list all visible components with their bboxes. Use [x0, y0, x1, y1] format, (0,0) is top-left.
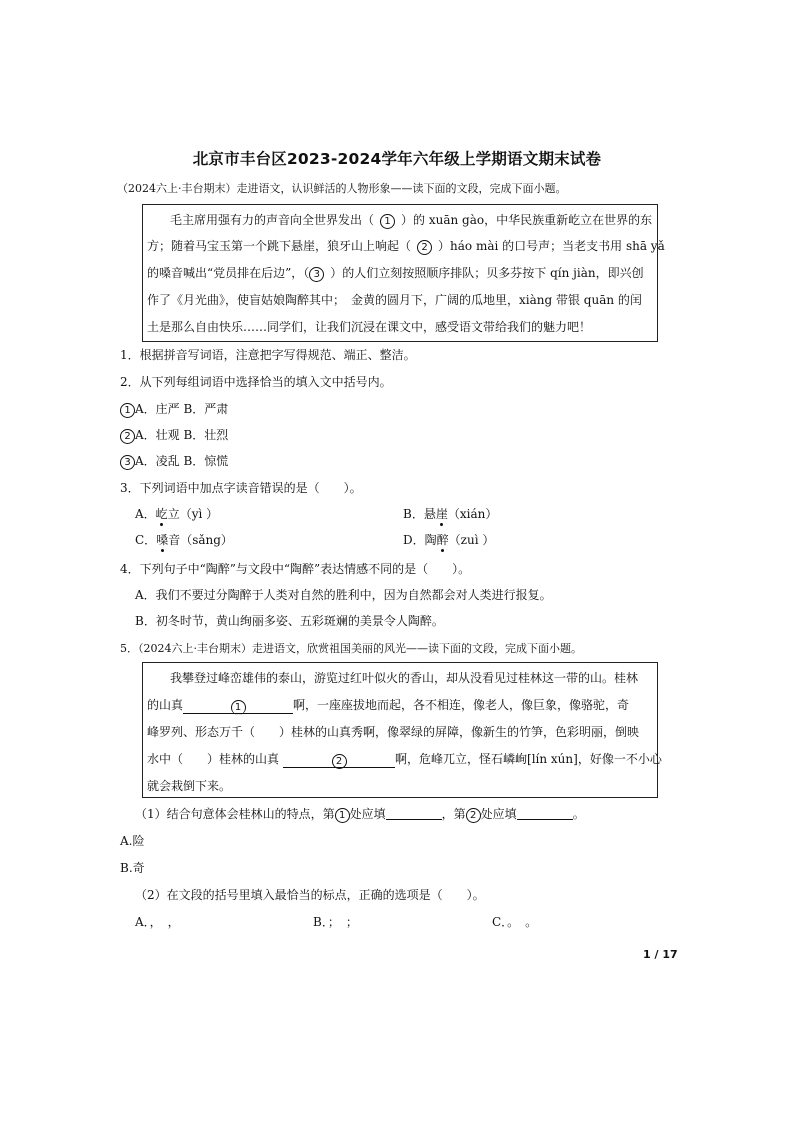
q2-option-group-2 [120, 426, 228, 444]
question-text: （1）结合句意体会桂林山的特点，第 [135, 807, 335, 821]
option-label: D． [403, 533, 425, 547]
q5-1-option-a: A.险 [120, 834, 145, 848]
passage2-text: 啊，危峰兀立，怪石嶙峋[lín xún]，好像一不小心 [395, 752, 662, 766]
circle-number: 1 [335, 808, 350, 823]
dotted-char: 屹 [155, 507, 168, 521]
passage1-line4: 作了《月光曲》，使盲姑娘陶醉其中； 金黄的圆月下，广阔的瓜地里，xiàng 带银 quān 的闰 [147, 293, 642, 307]
q4-option-b: B．初冬时节，黄山绚丽多姿、五彩斑斓的美景令人陶醉。 [135, 614, 444, 628]
circle-number: 1 [380, 214, 395, 229]
option-text: （xián） [447, 507, 498, 521]
passage1-text: ）háo mài 的口号声；当老支书用 shā yǎ [438, 239, 665, 253]
q2-option-group-1 [120, 400, 228, 418]
option-text: A．壮观 B．壮烈 [135, 428, 229, 442]
q3-option-d [403, 531, 494, 548]
passage2-line1: 我攀登过峰峦雄伟的泰山，游览过红叶似火的香山，却从没看见过桂林这一带的山。桂林 [170, 671, 639, 685]
dotted-char: 嗓 [156, 533, 169, 547]
page-title: 北京市丰台区2023-2024学年六年级上学期语文期末试卷 [192, 150, 602, 168]
question-text: ，第 [441, 807, 466, 821]
passage2-text: 的山真 [147, 698, 184, 712]
passage1-line2 [147, 237, 665, 255]
q3-option-a [135, 505, 218, 522]
option-text: 音（sǎng） [168, 533, 233, 547]
circle-number: 2 [332, 754, 347, 769]
circle-number: 2 [417, 240, 432, 255]
answer-blank-2[interactable] [283, 754, 395, 768]
circle-number: 2 [466, 808, 481, 823]
q5-2-option-c: C．。 。 [492, 915, 538, 929]
circle-number: 1 [120, 403, 135, 418]
option-label: B． [403, 507, 424, 521]
passage1-text: ）的 xuān gào，中华民族重新屹立在世界的东 [401, 213, 653, 227]
question-2: 2．从下列每组词语中选择恰当的填入文中括号内。 [120, 375, 392, 389]
passage2-text: 啊，一座座拔地而起，各不相连，像老人，像巨象，像骆驼，奇 [293, 698, 630, 712]
passage2-line5: 就会栽倒下来。 [147, 779, 232, 793]
question-text: 。 [572, 807, 585, 821]
dotted-char: 崖 [435, 507, 448, 521]
passage1-text: 方；随着马宝玉第一个跳下悬崖，狼牙山上响起（ [147, 239, 412, 253]
q2-option-group-3 [120, 452, 228, 470]
passage2-line3: 峰罗列、形态万千（ ）桂林的山真秀啊，像翠绿的屏障，像新生的竹笋，色彩明丽，倒映 [147, 725, 640, 739]
circle-number: 2 [120, 429, 135, 444]
option-text: 悬 [423, 507, 436, 521]
question-1: 1．根据拼音写词语，注意把字写得规范、端正、整洁。 [120, 348, 416, 362]
passage1-line1 [170, 211, 652, 229]
option-text: A．庄严 B．严肃 [135, 402, 229, 416]
option-text: 陶 [424, 533, 437, 547]
option-label: A． [135, 507, 156, 521]
circle-number: 1 [231, 700, 246, 715]
question-5-2: （2）在文段的括号里填入最恰当的标点，正确的选项是（ ）。 [135, 888, 485, 902]
q3-option-b [403, 505, 497, 522]
question-text: 处应填 [480, 807, 517, 821]
dotted-char: 醉 [436, 533, 449, 547]
option-label: C． [135, 533, 157, 547]
page-number: 1 / 17 [643, 948, 678, 961]
passage1-text: 毛主席用强有力的声音向全世界发出（ [170, 213, 375, 227]
passage1-text: 的嗓音喊出“党员排在后边”，（ [147, 266, 310, 280]
question-5-1 [135, 805, 585, 823]
question-5: 5．（2024六上·丰台期末）走进语文，欣赏祖国美丽的风光——读下面的文段，完成下面小题。 [120, 642, 582, 655]
circle-number: 3 [309, 267, 324, 282]
passage1-text: ）的人们立刻按照顺序排队；贝多芬按下 qín jiàn，即兴创 [330, 266, 644, 280]
passage1-line5: 土是那么自由快乐……同学们，让我们沉浸在课文中，感受语文带给我们的魅力吧！ [147, 320, 592, 334]
passage2-line4 [147, 750, 662, 768]
circle-number: 3 [120, 455, 135, 470]
answer-blank-q5-2[interactable] [517, 806, 573, 820]
passage2-text: 水中（ ）桂林的山真 [147, 752, 280, 766]
passage1-line3 [147, 264, 644, 282]
question-text: 处应填 [349, 807, 386, 821]
answer-blank-1[interactable] [183, 700, 293, 714]
q5-2-option-a: A．， ， [135, 915, 180, 929]
option-text: （zuì ） [448, 533, 495, 547]
option-text: A．凌乱 B．惊慌 [135, 454, 229, 468]
question-3: 3．下列词语中加点字读音错误的是（ ）。 [120, 481, 362, 495]
question-4: 4．下列句子中“陶醉”与文段中“陶醉”表达情感不同的是（ ）。 [120, 562, 471, 576]
q4-option-a: A．我们不要过分陶醉于人类对自然的胜利中，因为自然都会对人类进行报复。 [135, 588, 552, 602]
q3-option-c [135, 531, 233, 548]
passage2-line2 [147, 696, 629, 714]
option-text: 立（yì ） [167, 507, 219, 521]
q5-1-option-b: B.奇 [120, 861, 145, 875]
q5-2-option-b: B．； ； [313, 915, 358, 929]
section-intro-1: （2024六上·丰台期末）走进语文，认识鲜活的人物形象——读下面的文段，完成下面小题。 [117, 182, 567, 195]
answer-blank-q5-1[interactable] [386, 806, 442, 820]
